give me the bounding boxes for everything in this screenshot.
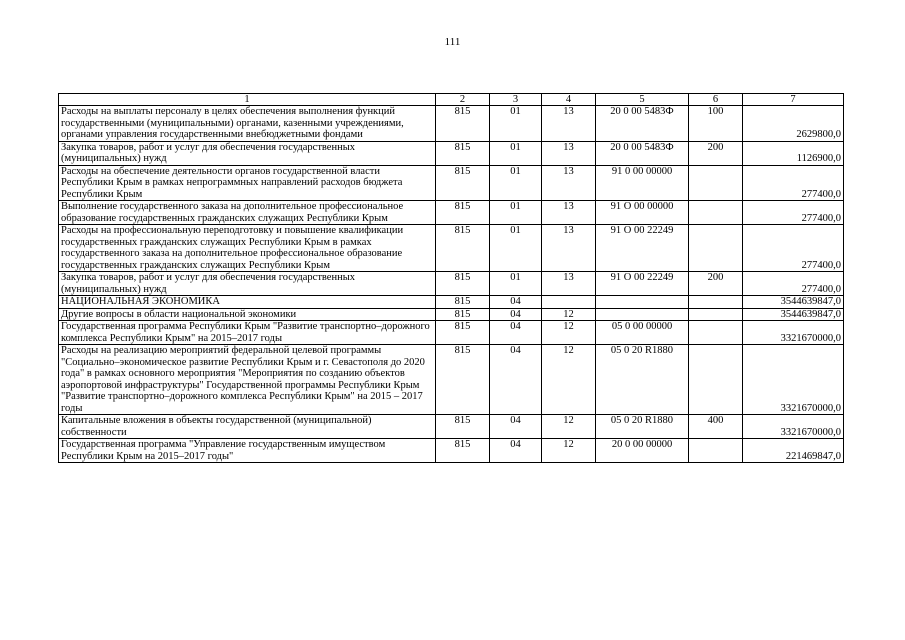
table-row [59,439,844,463]
amount: 3544639847,0 [743,308,844,321]
amount: 277400,0 [743,225,844,272]
target-article-code [596,296,689,309]
target-article-code: 91 0 00 00000 [596,165,689,201]
section-code: 04 [490,321,542,345]
amount: 3321670000,0 [743,415,844,439]
target-article-code: 20 0 00 5483Ф [596,106,689,142]
amount: 3544639847,0 [743,296,844,309]
subsection-code: 12 [542,308,596,321]
expense-type-code [689,201,743,225]
row-name: Выполнение государственного заказа на дополнительное профессиональное образование государственных гражданских служащих Республики Крым [59,201,436,225]
target-article-code: 20 0 00 5483Ф [596,141,689,165]
subsection-code: 12 [542,321,596,345]
department-code: 815 [436,345,490,415]
subsection-code: 13 [542,165,596,201]
subsection-code: 12 [542,345,596,415]
target-article-code: 05 0 00 00000 [596,321,689,345]
target-article-code: 91 О 00 22249 [596,272,689,296]
department-code: 815 [436,141,490,165]
section-code: 04 [490,296,542,309]
subsection-code: 13 [542,272,596,296]
expense-type-code: 200 [689,272,743,296]
table-row [59,225,844,272]
expense-type-code: 100 [689,106,743,142]
expense-type-code [689,345,743,415]
section-code: 01 [490,201,542,225]
department-code: 815 [436,296,490,309]
expense-type-code [689,439,743,463]
section-code: 04 [490,308,542,321]
amount: 221469847,0 [743,439,844,463]
subsection-code: 13 [542,106,596,142]
section-code: 04 [490,415,542,439]
department-code: 815 [436,321,490,345]
table-row [59,321,844,345]
row-name: Закупка товаров, работ и услуг для обеспечения государственных (муниципальных) нужд [59,141,436,165]
column-number-row [59,94,844,106]
row-name: Расходы на реализацию мероприятий федеральной целевой программы "Социально–экономическое развитие Республики Крым и г. Севастополя до 2020 года" в рамках основного мероприятия "Мероприятия по созданию объектов аэропортовой инфраструктуры" Государственной программы Республики Крым "Развитие транспортно–дорожного комплекса Республики Крым" на 2015 – 2017 годы [59,345,436,415]
table-row [59,272,844,296]
expense-type-code [689,225,743,272]
department-code: 815 [436,439,490,463]
table-row [59,141,844,165]
column-header: 5 [596,94,689,106]
row-name: Капитальные вложения в объекты государственной (муниципальной) собственности [59,415,436,439]
column-header: 4 [542,94,596,106]
target-article-code: 20 0 00 00000 [596,439,689,463]
expense-type-code: 200 [689,141,743,165]
subsection-code: 13 [542,225,596,272]
table-row [59,296,844,309]
table-row [59,415,844,439]
department-code: 815 [436,308,490,321]
section-code: 01 [490,272,542,296]
expense-type-code [689,296,743,309]
target-article-code: 91 О 00 22249 [596,225,689,272]
row-name: Расходы на профессиональную переподготовку и повышение квалификации государственных гражданских служащих Республики Крым в рамках государственного заказа на дополнительное профессиональное образование государственных гражданских служащих Республики Крым [59,225,436,272]
amount: 1126900,0 [743,141,844,165]
column-header: 2 [436,94,490,106]
page-number: 111 [444,36,461,48]
department-code: 815 [436,225,490,272]
subsection-code: 13 [542,141,596,165]
subsection-code: 13 [542,201,596,225]
expense-type-code [689,165,743,201]
column-header: 6 [689,94,743,106]
table-row [59,106,844,142]
column-header: 3 [490,94,542,106]
row-name: Расходы на выплаты персоналу в целях обеспечения выполнения функций государственными (муниципальными) органами, казенными учреждениями, органами управления государственными внебюджетными фондами [59,106,436,142]
department-code: 815 [436,165,490,201]
column-header: 1 [59,94,436,106]
amount: 277400,0 [743,201,844,225]
department-code: 815 [436,201,490,225]
row-name: Закупка товаров, работ и услуг для обеспечения государственных (муниципальных) нужд [59,272,436,296]
expense-type-code [689,321,743,345]
target-article-code: 91 О 00 00000 [596,201,689,225]
amount: 277400,0 [743,272,844,296]
section-code: 01 [490,225,542,272]
section-code: 04 [490,345,542,415]
target-article-code [596,308,689,321]
row-name: Расходы на обеспечение деятельности органов государственной власти Республики Крым в рамках непрограммных направлений расходов бюджета Республики Крым [59,165,436,201]
table-row [59,345,844,415]
target-article-code: 05 0 20 R1880 [596,345,689,415]
amount: 277400,0 [743,165,844,201]
row-name: НАЦИОНАЛЬНАЯ ЭКОНОМИКА [59,296,436,309]
section-code: 01 [490,165,542,201]
subsection-code: 12 [542,415,596,439]
table-row [59,201,844,225]
row-name: Государственная программа Республики Крым "Развитие транспортно–дорожного комплекса Республики Крым" на 2015–2017 годы [59,321,436,345]
row-name: Другие вопросы в области национальной экономики [59,308,436,321]
column-header: 7 [743,94,844,106]
budget-table [58,93,844,463]
section-code: 01 [490,141,542,165]
table-row [59,165,844,201]
amount: 3321670000,0 [743,321,844,345]
target-article-code: 05 0 20 R1880 [596,415,689,439]
subsection-code: 12 [542,439,596,463]
section-code: 04 [490,439,542,463]
section-code: 01 [490,106,542,142]
row-name: Государственная программа "Управление государственным имуществом Республики Крым на 2015–2017 годы" [59,439,436,463]
expense-type-code: 400 [689,415,743,439]
expense-type-code [689,308,743,321]
amount: 2629800,0 [743,106,844,142]
department-code: 815 [436,272,490,296]
department-code: 815 [436,106,490,142]
table-row [59,308,844,321]
department-code: 815 [436,415,490,439]
subsection-code [542,296,596,309]
amount: 3321670000,0 [743,345,844,415]
